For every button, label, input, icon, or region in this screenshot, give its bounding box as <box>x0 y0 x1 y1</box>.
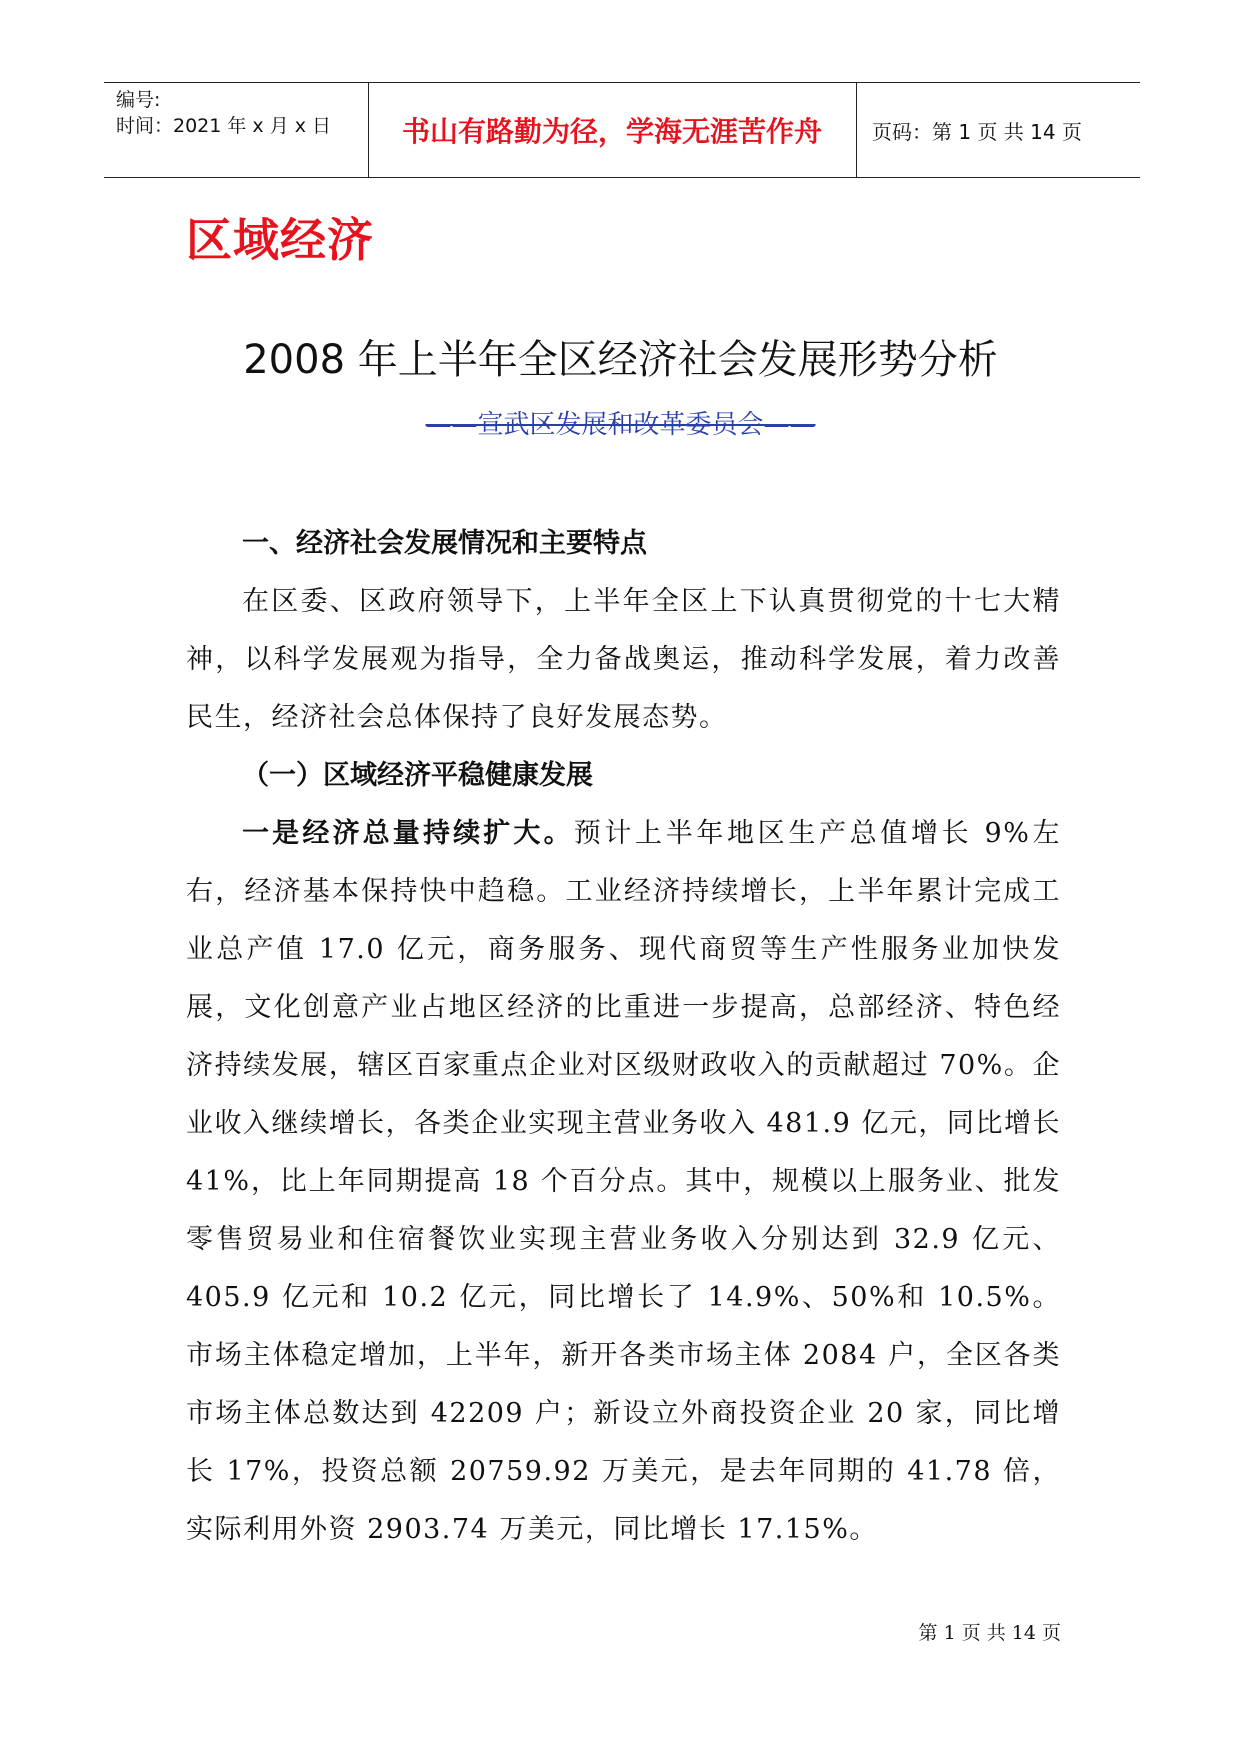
organization-line <box>0 404 1241 441</box>
header-divider <box>368 83 369 177</box>
paragraph-text: 预计上半年地区生产总值增长 9%左右，经济基本保持快中趋稳。工业经济持续增长，上半年累计完成工业总产值 17.0 亿元，商务服务、现代商贸等生产性服务业加快发展，文化创意产业占地区经济的比重进一步提高，总部经济、特色经济持续发展，辖区百家重点企业对区级财政收入的贡献超过 70%。企业收入继续增长，各类企业实现主营业务收入 481.9 亿元，同比增长 41%，比上年同期提高 18 个百分点。其中，规模以上服务业、批发零售贸易业和住宿餐饮业实现主营业务收入分别达到 32.9 亿元、405.9 亿元和 10.2 亿元，同比增长了 14.9%、50%和 10.5%。市场主体稳定增加，上半年，新开各类市场主体 2084 户，全区各类市场主体总数达到 42209 户；新设立外商投资企业 20 家，同比增长 17%，投资总额 20759.92 万美元，是去年同期的 41.78 倍，实际利用外资 2903.74 万美元，同比增长 17.15%。 <box>186 818 1062 1545</box>
number-label: 编号: <box>116 89 161 111</box>
header-page-info: 页码：第 1 页 共 14 页 <box>872 119 1082 144</box>
footer-page-number: 第 1 页 共 14 页 <box>918 1622 1061 1644</box>
header-motto: 书山有路勤为径，学海无涯苦作舟 <box>401 115 822 148</box>
header-meta <box>116 87 368 173</box>
document-header <box>104 82 1140 178</box>
subsection-heading: （一）区域经济平稳健康发展 <box>242 760 593 791</box>
organization-name: ——宣武区发展和改革委员会—— <box>425 410 816 440</box>
body-paragraph <box>186 805 1061 1559</box>
brand-title: 区域经济 <box>186 213 374 267</box>
section-heading: 一、经济社会发展情况和主要特点 <box>242 528 647 559</box>
document-body <box>186 515 1061 1559</box>
intro-paragraph: 在区委、区政府领导下，上半年全区上下认真贯彻党的十七大精神，以科学发展观为指导，全力备战奥运，推动科学发展，着力改善民生，经济社会总体保持了良好发展态势。 <box>186 586 1061 733</box>
header-divider <box>856 83 857 177</box>
paragraph-lead: 一是经济总量持续扩大。 <box>242 818 574 849</box>
time-label: 时间：2021 年 x 月 x 日 <box>116 115 332 137</box>
document-title: 2008 年上半年全区经济社会发展形势分析 <box>243 337 998 383</box>
